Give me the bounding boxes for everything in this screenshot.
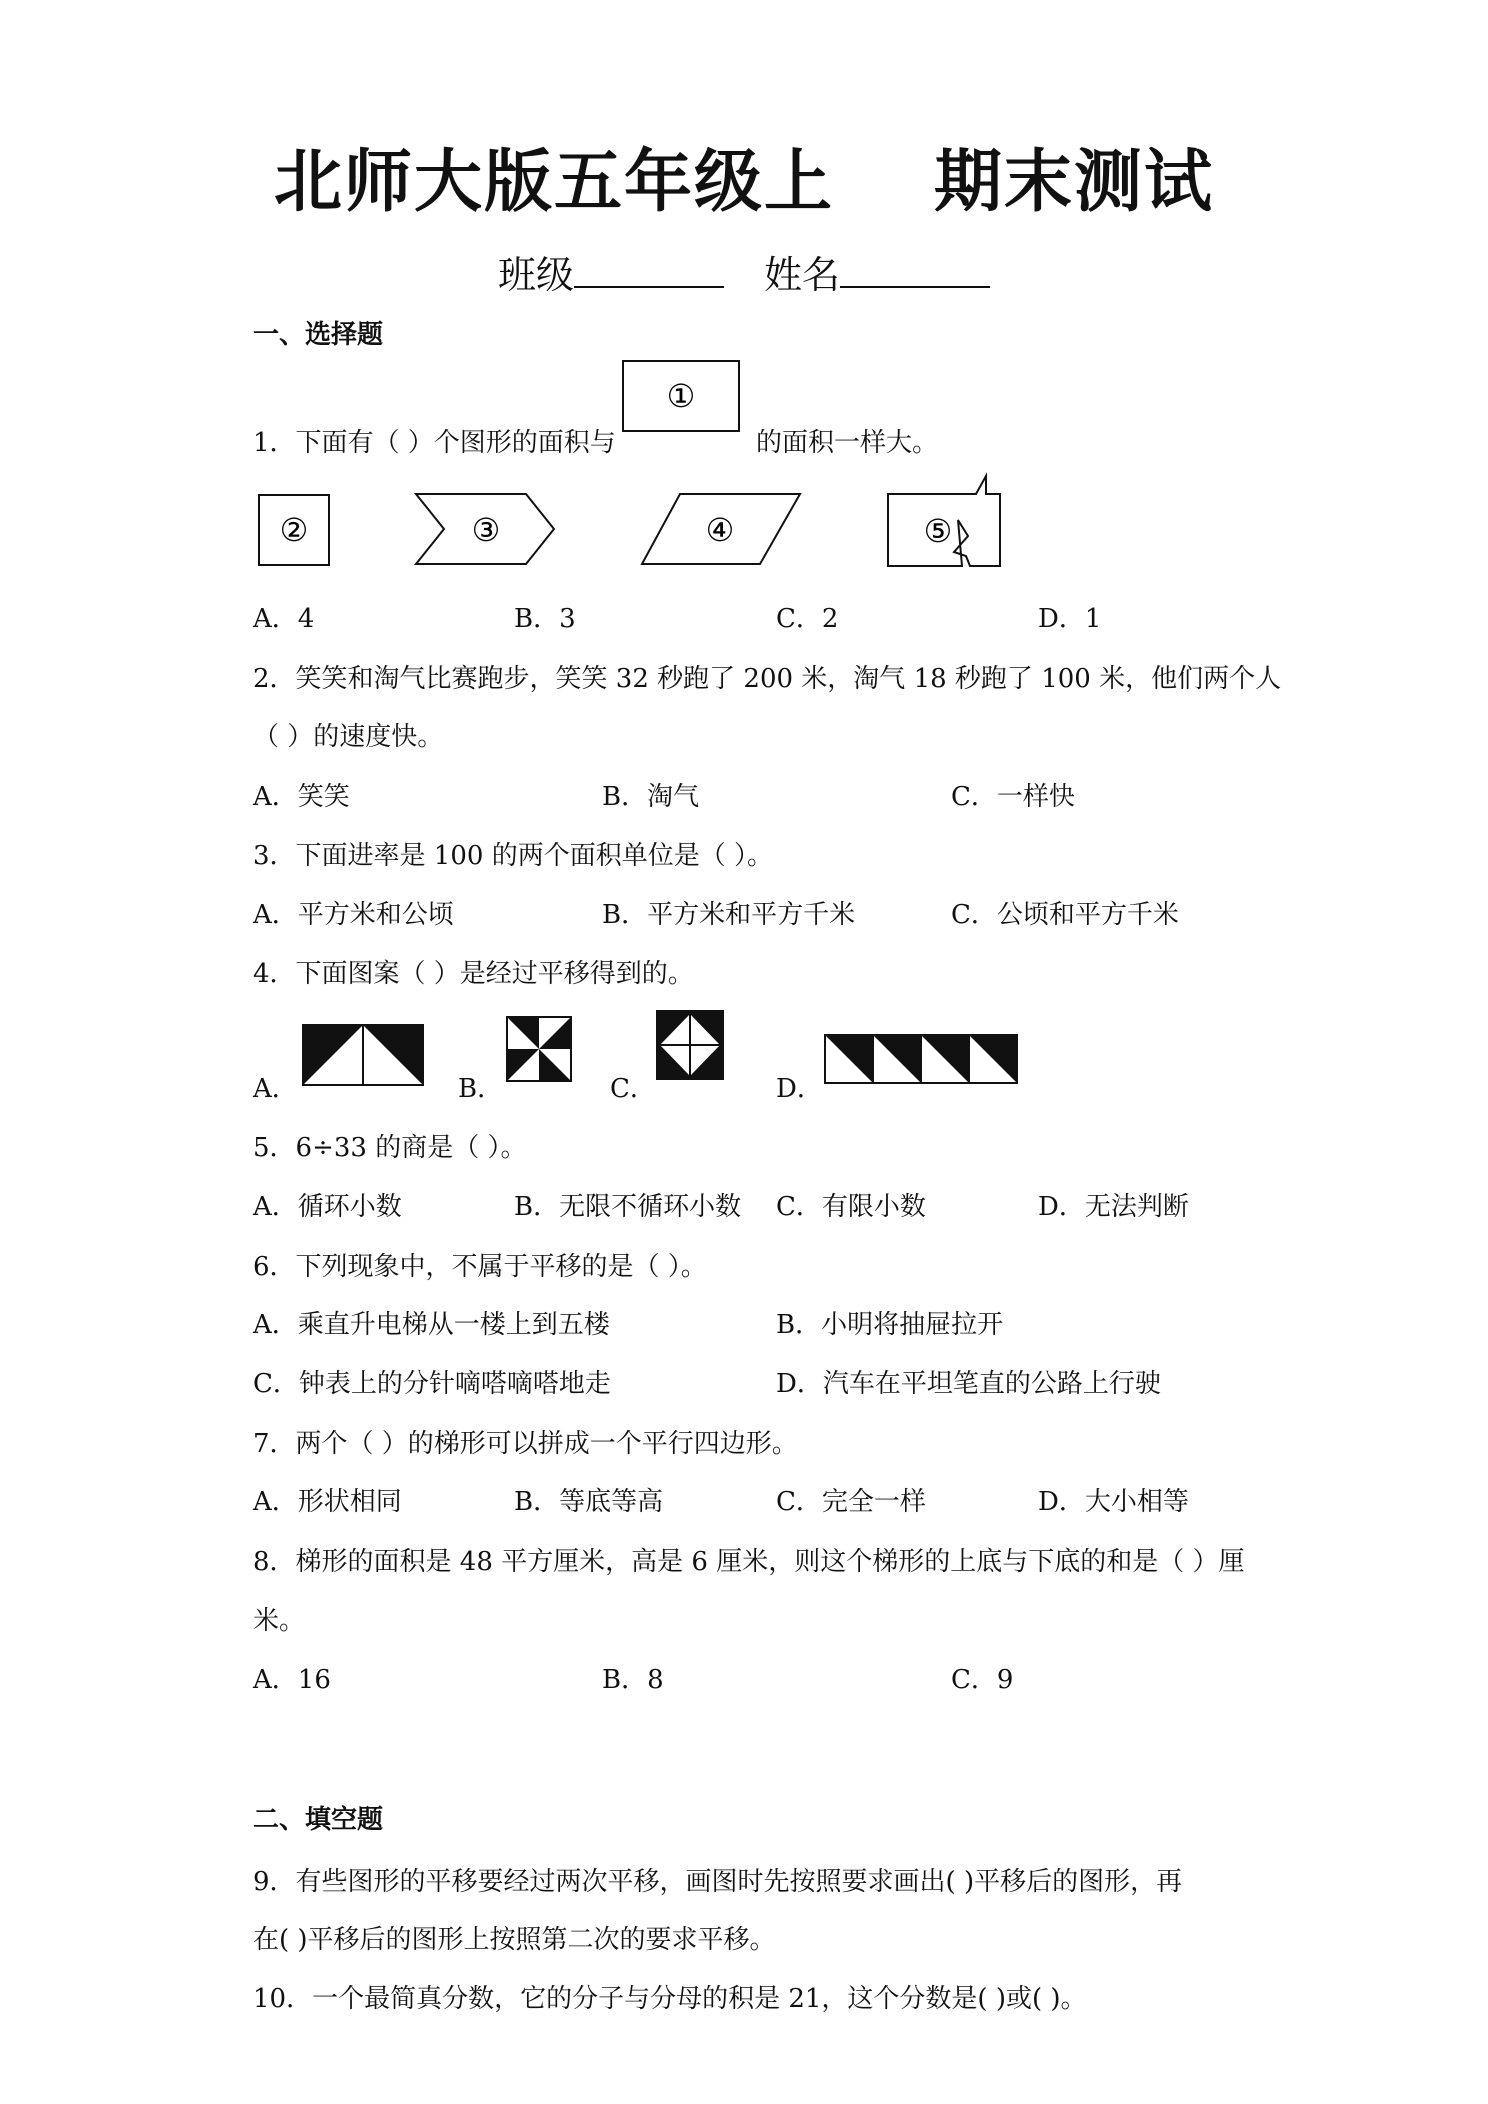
q1-text-before: 1．下面有（ ）个图形的面积与 — [253, 428, 616, 458]
q3-option-c[interactable]: C．公顷和平方千米 — [951, 900, 1179, 930]
q1-option-a[interactable]: A．4 — [253, 604, 315, 634]
title-part2: 期末测试 — [934, 143, 1215, 222]
figure-label-4: ④ — [705, 511, 735, 549]
q8-text-line1: 8．梯形的面积是 48 平方厘米，高是 6 厘米，则这个梯形的上底与下底的和是（ ）厘 — [253, 1547, 1245, 1577]
q1-figure-notched-shape — [886, 472, 1004, 570]
q3-option-b[interactable]: B．平方米和平方千米 — [602, 900, 856, 930]
q7-option-c[interactable]: C．完全一样 — [776, 1487, 926, 1517]
q3-text: 3．下面进率是 100 的两个面积单位是（ ）。 — [253, 841, 773, 871]
q2-text-line2: （ ）的速度快。 — [253, 722, 444, 752]
q4-option-c[interactable]: C． — [610, 1074, 656, 1104]
q8-option-b[interactable]: B．8 — [602, 1665, 664, 1695]
class-label: 班级 — [497, 253, 574, 297]
q4-option-d[interactable]: D． — [776, 1074, 823, 1104]
q3-option-a[interactable]: A．平方米和公顷 — [253, 900, 454, 930]
student-info — [0, 244, 1488, 299]
q9-text-line1: 9．有些图形的平移要经过两次平移，画图时先按照要求画出( )平移后的图形，再 — [253, 1867, 1183, 1897]
q5-option-c[interactable]: C．有限小数 — [776, 1192, 926, 1222]
figure-label-2: ② — [279, 511, 309, 549]
q1-figure-parallelogram — [640, 492, 802, 568]
q4-pattern-c — [656, 1010, 726, 1082]
q1-figure-square — [258, 494, 332, 568]
q1-reference-rectangle — [622, 360, 742, 432]
figure-label-3: ③ — [471, 511, 501, 549]
q6-option-d[interactable]: D．汽车在平坦笔直的公路上行驶 — [776, 1369, 1161, 1399]
q4-pattern-d — [824, 1034, 1020, 1084]
q1-option-b[interactable]: B．3 — [514, 604, 576, 634]
section-heading-fill: 二、填空题 — [253, 1805, 384, 1835]
q6-option-c[interactable]: C．钟表上的分针嘀嗒嘀嗒地走 — [253, 1369, 611, 1399]
name-label: 姓名 — [764, 253, 841, 297]
q9-text-line2: 在( )平移后的图形上按照第二次的要求平移。 — [253, 1925, 776, 1955]
q7-option-b[interactable]: B．等底等高 — [514, 1487, 664, 1517]
q6-text: 6．下列现象中，不属于平移的是（ ）。 — [253, 1252, 707, 1282]
q6-option-b[interactable]: B．小明将抽屉拉开 — [776, 1310, 1004, 1340]
q8-option-c[interactable]: C．9 — [951, 1665, 1014, 1695]
q2-option-a[interactable]: A．笑笑 — [253, 782, 350, 812]
q5-option-b[interactable]: B．无限不循环小数 — [514, 1192, 742, 1222]
q1-option-d[interactable]: D．1 — [1038, 604, 1102, 634]
figure-label-1: ① — [666, 377, 696, 415]
q7-text: 7．两个（ ）的梯形可以拼成一个平行四边形。 — [253, 1429, 798, 1459]
q2-text-line1: 2．笑笑和淘气比赛跑步，笑笑 32 秒跑了 200 米，淘气 18 秒跑了 100 米，他们两个人 — [253, 664, 1282, 694]
section-heading-choice: 一、选择题 — [253, 320, 384, 350]
q4-pattern-b — [506, 1016, 574, 1084]
q4-text: 4．下面图案（ ）是经过平移得到的。 — [253, 959, 694, 989]
page-title — [0, 128, 1488, 225]
q10-text: 10．一个最简真分数，它的分子与分母的积是 21，这个分数是( )或( )。 — [253, 1984, 1087, 2014]
title-part1: 北师大版五年级上 — [273, 143, 834, 222]
name-blank[interactable] — [840, 252, 990, 288]
figure-label-5: ⑤ — [923, 512, 953, 550]
q4-pattern-a — [302, 1024, 424, 1086]
q1-option-c[interactable]: C．2 — [776, 604, 839, 634]
q1-text-after: 的面积一样大。 — [756, 428, 939, 458]
q6-option-a[interactable]: A．乘直升电梯从一楼上到五楼 — [253, 1310, 610, 1340]
q5-option-d[interactable]: D．无法判断 — [1038, 1192, 1189, 1222]
q8-option-a[interactable]: A．16 — [253, 1665, 331, 1695]
class-blank[interactable] — [574, 252, 724, 288]
q7-option-d[interactable]: D．大小相等 — [1038, 1487, 1189, 1517]
q4-option-a[interactable]: A． — [253, 1074, 298, 1104]
q7-option-a[interactable]: A．形状相同 — [253, 1487, 402, 1517]
q2-option-c[interactable]: C．一样快 — [951, 782, 1075, 812]
q5-text: 5．6÷33 的商是（ ）。 — [253, 1133, 527, 1163]
q1-figure-chevron — [414, 492, 558, 568]
q4-option-b[interactable]: B． — [458, 1074, 504, 1104]
q8-text-line2: 米。 — [253, 1606, 306, 1636]
q5-option-a[interactable]: A．循环小数 — [253, 1192, 402, 1222]
q2-option-b[interactable]: B．淘气 — [602, 782, 700, 812]
